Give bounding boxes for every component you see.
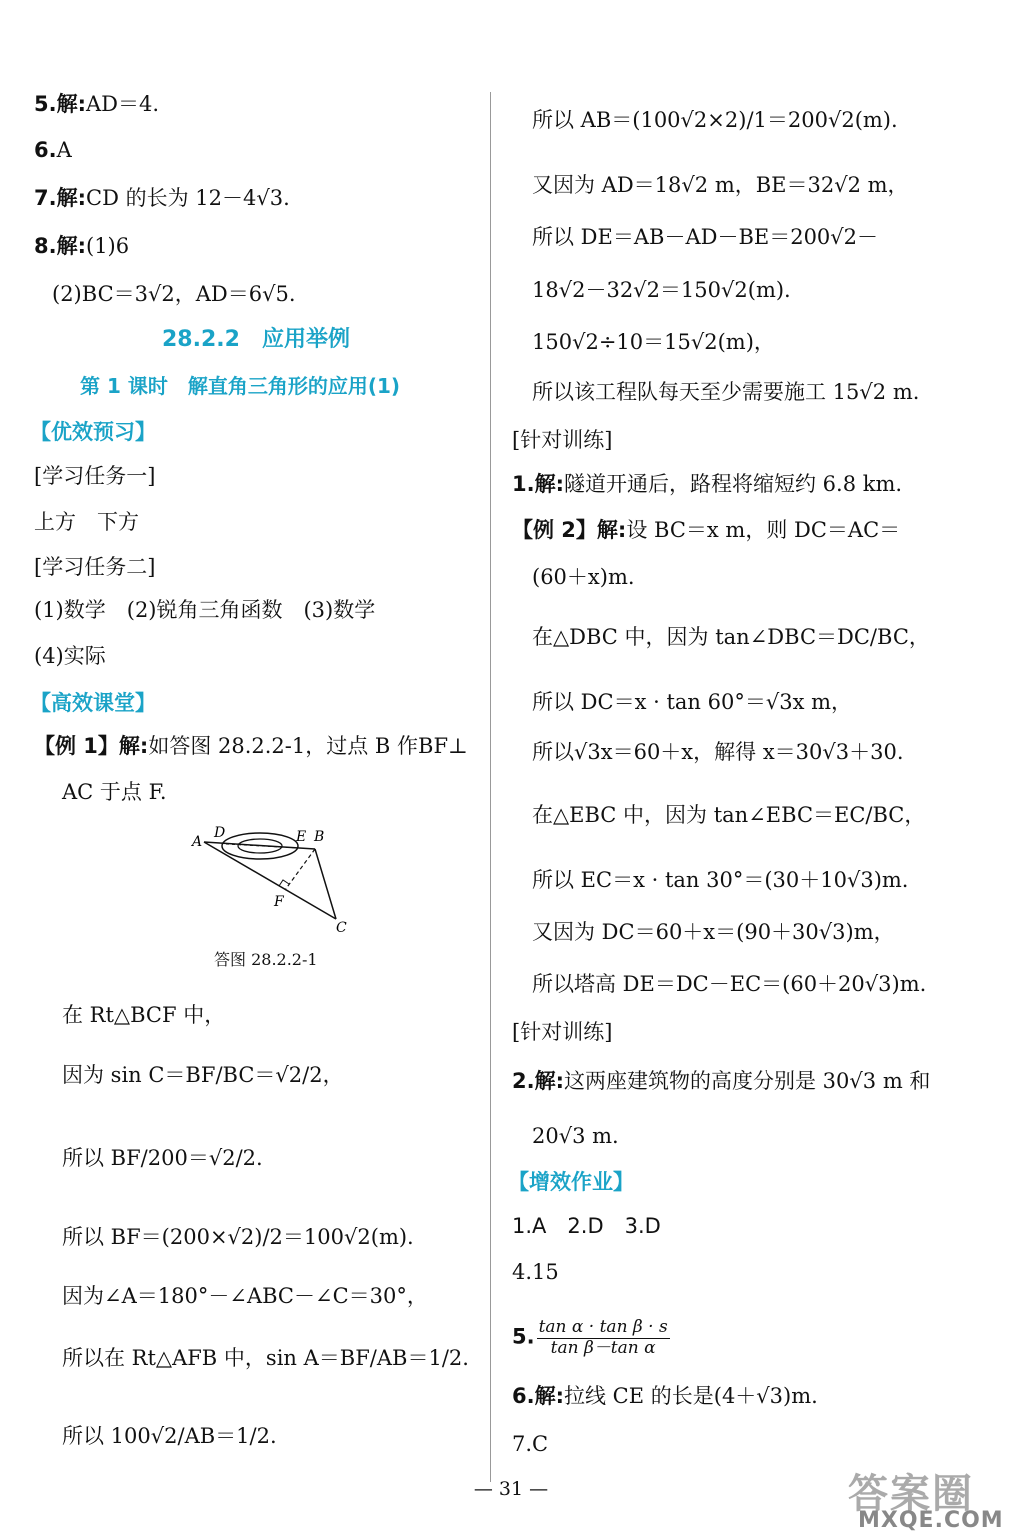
lesson-title: 第 1 课时 解直角三角形的应用(1) [80, 374, 401, 398]
homework-header: 【增效作业】 [508, 1170, 634, 1194]
solution-line-5: 因为∠A＝180°－∠ABC－∠C＝30°， [62, 1284, 428, 1308]
example-2-eq-4: 在△EBC 中，因为 tan∠EBC＝EC/BC， [532, 803, 926, 827]
figure-28-2-2-1 [190, 822, 360, 937]
solution-line-7: 所以 100√2/AB＝1/2. [62, 1424, 277, 1448]
label-e: E [296, 829, 307, 845]
figure-caption: 答图 28.2.2-1 [214, 950, 318, 969]
label-b: B [314, 829, 325, 845]
answer-6: 6.A [34, 138, 72, 162]
training-answer-2-line-2: 20√3 m. [532, 1124, 619, 1148]
example-2-eq-6: 又因为 DC＝60＋x＝(90＋30√3)m， [532, 920, 895, 944]
label-f: F [274, 894, 284, 910]
homework-4: 4.15 [512, 1260, 559, 1284]
right-line-3: 所以 DE＝AB－AD－BE＝200√2－ [532, 225, 879, 249]
class-header: 【高效课堂】 [30, 691, 156, 715]
example-1-line-2: AC 于点 F. [62, 780, 167, 804]
answer-8-2: (2)BC＝3√2，AD＝6√5. [52, 282, 296, 306]
example-2-line-2: (60＋x)m. [532, 565, 635, 589]
label-a: A [192, 834, 203, 850]
homework-1-3: 1.A 2.D 3.D [512, 1214, 661, 1238]
column-divider [490, 92, 491, 1482]
task-1-answer: 上方 下方 [34, 510, 139, 534]
section-title: 28.2.2 应用举例 [162, 327, 350, 352]
line-bf [285, 849, 315, 890]
solution-line-2: 因为 sin C＝BF/BC＝√2/2， [62, 1063, 344, 1087]
example-2-eq-2: 所以 DC＝x · tan 60°＝√3x m， [532, 690, 853, 714]
example-2-eq-5: 所以 EC＝x · tan 30°＝(30＋10√3)m. [532, 868, 909, 892]
preview-header: 【优效预习】 [30, 420, 156, 444]
training-answer-2-line-1: 2.解:这两座建筑物的高度分别是 30√3 m 和 [512, 1069, 931, 1093]
right-angle-mark [279, 880, 289, 886]
task-2-answer-1: (1)数学 (2)锐角三角函数 (3)数学 [34, 598, 376, 622]
task-1-label: [学习任务一] [34, 464, 156, 488]
homework-6: 6.解:拉线 CE 的长是(4＋√3)m. [512, 1384, 818, 1408]
homework-7: 7.C [512, 1432, 549, 1456]
answer-5: 5.解:AD＝4. [34, 92, 160, 116]
right-line-1: 所以 AB＝(100√2×2)/1＝200√2(m). [532, 108, 898, 132]
example-2-eq-7: 所以塔高 DE＝DC－EC＝(60＋20√3)m. [532, 972, 927, 996]
right-line-4: 18√2－32√2＝150√2(m). [532, 278, 791, 302]
example-2-line-1: 【例 2】解:设 BC＝x m，则 DC＝AC＝ [512, 518, 901, 542]
right-line-2: 又因为 AD＝18√2 m，BE＝32√2 m， [532, 173, 909, 197]
training-label-2: [针对训练] [512, 1020, 613, 1044]
answer-8-1: 8.解:(1)6 [34, 234, 130, 258]
watermark-url: MXQE.COM [858, 1508, 1004, 1533]
watermark-logo: 答案圈 [848, 1471, 974, 1517]
label-d: D [214, 825, 226, 841]
solution-line-3: 所以 BF/200＝√2/2. [62, 1146, 263, 1170]
answer-7: 7.解:CD 的长为 12－4√3. [34, 186, 290, 210]
page-number: — 31 — [473, 1478, 549, 1500]
solution-line-6: 所以在 Rt△AFB 中，sin A＝BF/AB＝1/2. [62, 1346, 469, 1370]
task-2-answer-2: (4)实际 [34, 644, 106, 668]
task-2-label: [学习任务二] [34, 555, 156, 579]
example-2-eq-3: 所以√3x＝60＋x，解得 x＝30√3＋30. [532, 740, 904, 764]
right-line-6: 所以该工程队每天至少需要施工 15√2 m. [532, 380, 920, 404]
solution-line-4: 所以 BF＝(200×√2)/2＝100√2(m). [62, 1225, 414, 1249]
example-2-eq-1: 在△DBC 中，因为 tan∠DBC＝DC/BC， [532, 625, 930, 649]
right-line-5: 150√2÷10＝15√2(m)， [532, 330, 775, 354]
example-1-line-1: 【例 1】解:如答图 28.2.2-1，过点 B 作BF⊥ [34, 734, 468, 758]
training-answer-1: 1.解:隧道开通后，路程将缩短约 6.8 km. [512, 472, 903, 496]
solution-line-1: 在 Rt△BCF 中， [62, 1003, 226, 1027]
homework-5: 5. $\frac{\text{tan α · tan β · s}}{\text{tan β－tan α}}$ [512, 1317, 668, 1358]
training-label-1: [针对训练] [512, 428, 613, 452]
label-c: C [336, 920, 347, 936]
